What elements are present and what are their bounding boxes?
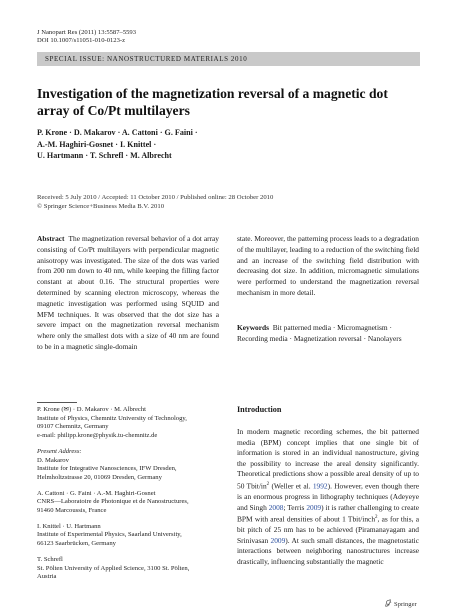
affiliation-line: T. Schrefl (37, 555, 63, 563)
email-link[interactable]: e-mail: philipp.krone@physik.tu-chemnitz.de (37, 432, 158, 440)
reference-link[interactable]: 1992 (312, 481, 328, 491)
affiliation-line: P. Krone (✉) · D. Makarov · M. Albrecht (37, 406, 146, 413)
keywords-label: Keywords (237, 323, 270, 332)
reference-link[interactable]: 2009 (306, 502, 322, 512)
affiliation-line: 09107 Chemnitz, Germany (37, 423, 109, 431)
introduction-text (237, 427, 419, 568)
section-heading-introduction: Introduction (237, 405, 282, 414)
affiliation-line: A. Cattoni · G. Faini · A.-M. Haghiri-Gosnet (37, 489, 156, 497)
affiliation-block (37, 523, 219, 549)
superscript: 2 (375, 515, 378, 521)
affiliation-block (37, 406, 219, 441)
intro-text: ; Terris (283, 502, 307, 512)
author-line: A.-M. Haghiri-Gosnet · I. Knittel · (37, 139, 157, 149)
affiliation-line: Helmholtzstrasse 20, 01069 Dresden, Germany (37, 473, 162, 481)
affiliations (37, 406, 219, 589)
present-address-label: Present Address: (37, 447, 82, 455)
dates-line: Received: 5 July 2010 / Accepted: 11 October 2010 / Published online: 28 October 2010 (37, 194, 274, 201)
reference-link[interactable]: 2008 (268, 502, 284, 512)
affiliation-line: St. Pölten University of Applied Science, 3100 St. Pölten, (37, 564, 190, 572)
intro-text: In modern magnetic recording schemes, the bit patterned media (BPM) concept implies that one single bit of information is stored in an individual nanostructure, giving the possibility to increase the areal density significantly. Theoretical predictions show a possible areal density of up to 50 Tbit/in (237, 427, 419, 491)
publisher-name: Springer (394, 601, 417, 608)
intro-text: (Weller et al. (269, 481, 313, 491)
abstract-text-right: state. Moreover, the patterning process leads to a degradation of the multilayer, leading to a reduction of the switching field and an increase of the switching field distribution with decreasing dot size. In addition, micromagnetic simulations were performed to understand the magnetization reversal mechanism in more detail. (237, 234, 419, 297)
footnote-divider (37, 402, 77, 403)
affiliation-block (37, 490, 219, 516)
special-issue-banner: SPECIAL ISSUE: NANOSTRUCTURED MATERIALS 2010 (37, 52, 420, 66)
journal-citation: J Nanopart Res (2011) 13:5587–5593 (37, 29, 137, 36)
keywords-text: Bit patterned media · Micromagnetism · Recording media · Magnetization reversal · Nanolayers (237, 323, 402, 343)
publication-dates (37, 194, 420, 211)
journal-header (37, 29, 136, 45)
intro-text: ). At such small distances, the magnetostatic interactions between neighboring nanostructures increase drastically, influencing substantially the magnetic (237, 535, 419, 567)
affiliation-line: CNRS—Laboratoire de Photonique et de Nanostructures, (37, 498, 189, 506)
springer-horse-icon (384, 599, 392, 607)
affiliation-block (37, 556, 219, 582)
affiliation-line: Austria (37, 573, 57, 581)
author-list (37, 127, 420, 162)
journal-doi: DOI 10.1007/s11051-010-0123-z (37, 37, 126, 44)
abstract-left (37, 234, 219, 353)
article-title: Investigation of the magnetization reversal of a magnetic dot array of Co/Pt multilayers (37, 86, 388, 118)
intro-text: ) it is rather challenging to create BPM with areal densities of about 1 Tbit/inch (237, 502, 419, 524)
affiliation-line: Institute of Physics, Chemnitz University of Technology, (37, 414, 187, 422)
superscript: 2 (266, 481, 270, 487)
affiliation-line: D. Makarov (37, 456, 69, 464)
affiliation-line: I. Knittel · U. Hartmann (37, 522, 101, 530)
author-line: U. Hartmann · T. Schrefl · M. Albrecht (37, 151, 172, 161)
abstract-right (237, 234, 419, 299)
copyright-line: © Springer Science+Business Media B.V. 2010 (37, 202, 165, 210)
abstract-label: Abstract (37, 234, 65, 243)
intro-text: ). However, even though there is an enormous progress in lithography techniques (Adeyeye and Singh (237, 481, 419, 512)
reference-link[interactable]: 2009 (270, 535, 286, 545)
intro-text: , as for this, a bit pitch of 25 nm has to be achieved (Piramanayagam and Srinivasan (237, 514, 419, 545)
affiliation-line: Institute of Experimental Physics, Saarland University, (37, 531, 182, 539)
affiliation-block (37, 448, 219, 483)
author-line: P. Krone · D. Makarov · A. Cattoni · G. Faini · (37, 128, 198, 137)
affiliation-line: 66123 Saarbrücken, Germany (37, 540, 116, 548)
affiliation-line: 91460 Marcoussis, France (37, 507, 107, 515)
publisher-footer (384, 599, 417, 608)
keywords-block (237, 323, 419, 345)
affiliation-line: Institute for Integrative Nanosciences, IFW Dresden, (37, 465, 177, 473)
abstract-text-left: The magnetization reversal behavior of a dot array consisting of Co/Pt multilayers with perpendicular magnetic anisotropy was investigated. The size of the dots was varied from 200 nm down to 40 nm, while keeping the filling factor constant at about 0.16. The structural properties were determined by scanning electron microscopy, whereas the magnetic investigation was performed using SQUID and MFM techniques. It was observed that the dot size has a severe impact on the magnetization reversal mechanism where only the smallest dots with a size of 40 nm are found to be in a magnetic single-domain (37, 234, 219, 351)
